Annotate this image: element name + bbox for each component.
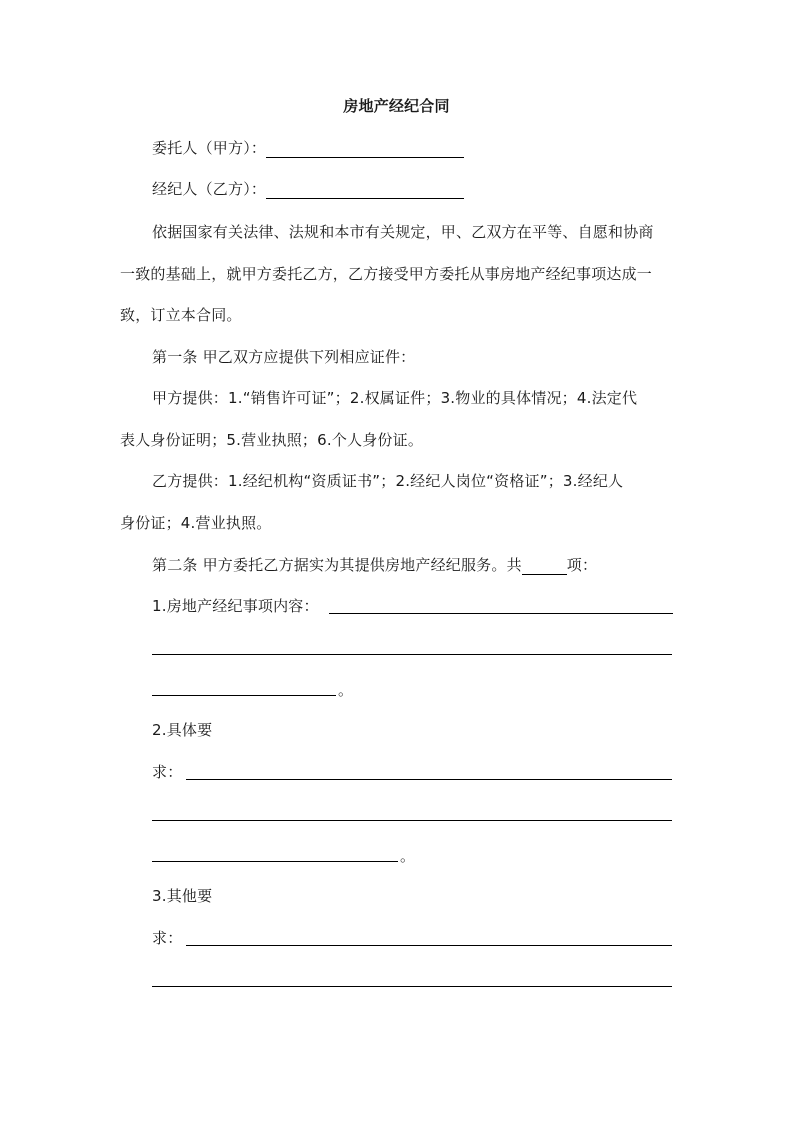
preamble-line-3: 致，订立本合同。 bbox=[120, 306, 242, 324]
item3-label: 3.其他要 bbox=[152, 887, 213, 905]
party-b-docs-line-2: 身份证；4.营业执照。 bbox=[120, 514, 272, 532]
preamble-line-1: 依据国家有关法律、法规和本市有关规定，甲、乙双方在平等、自愿和协商 bbox=[152, 223, 654, 241]
item2-req-label: 求： bbox=[152, 763, 183, 781]
item2-blank-line-2 bbox=[152, 820, 672, 821]
article1-heading: 第一条 甲乙双方应提供下列相应证件： bbox=[152, 348, 416, 366]
item1-blank-line-2 bbox=[152, 654, 672, 655]
item2-blank-line-1 bbox=[186, 779, 672, 780]
client-blank bbox=[266, 141, 464, 158]
party-a-docs-line-1: 甲方提供：1.“销售许可证”；2.权属证件；3.物业的具体情况；4.法定代 bbox=[152, 389, 638, 407]
item1-period: 。 bbox=[338, 681, 354, 699]
client-label: 委托人（甲方）： bbox=[152, 139, 267, 157]
broker-label: 经纪人（乙方）： bbox=[152, 180, 267, 198]
item3-req-label: 求： bbox=[152, 929, 183, 947]
item3-blank-line-1 bbox=[186, 945, 672, 946]
article2-heading bbox=[152, 555, 597, 575]
item3-blank-line-2 bbox=[152, 986, 672, 987]
document-title: 房地产经纪合同 bbox=[343, 97, 450, 115]
client-field bbox=[152, 138, 464, 158]
item1-label: 1.房地产经纪事项内容： bbox=[152, 597, 319, 615]
article2-heading-prefix: 第二条 甲方委托乙方据实为其提供房地产经纪服务。共 bbox=[152, 556, 522, 574]
broker-field bbox=[152, 179, 464, 199]
item-count-blank bbox=[522, 558, 567, 575]
party-b-docs-line-1: 乙方提供：1.经纪机构“资质证书”；2.经纪人岗位“资格证”；3.经纪人 bbox=[152, 472, 624, 490]
party-a-docs-line-2: 表人身份证明；5.营业执照；6.个人身份证。 bbox=[120, 431, 424, 449]
item1-blank-line-3 bbox=[152, 695, 336, 696]
item2-period: 。 bbox=[400, 847, 416, 865]
broker-blank bbox=[266, 182, 464, 199]
preamble-line-2: 一致的基础上，就甲方委托乙方，乙方接受甲方委托从事房地产经纪事项达成一 bbox=[120, 265, 653, 283]
article2-heading-suffix: 项： bbox=[566, 556, 598, 574]
item2-label: 2.具体要 bbox=[152, 721, 213, 739]
item1-blank-line-1 bbox=[329, 613, 673, 614]
item2-blank-line-3 bbox=[152, 861, 398, 862]
